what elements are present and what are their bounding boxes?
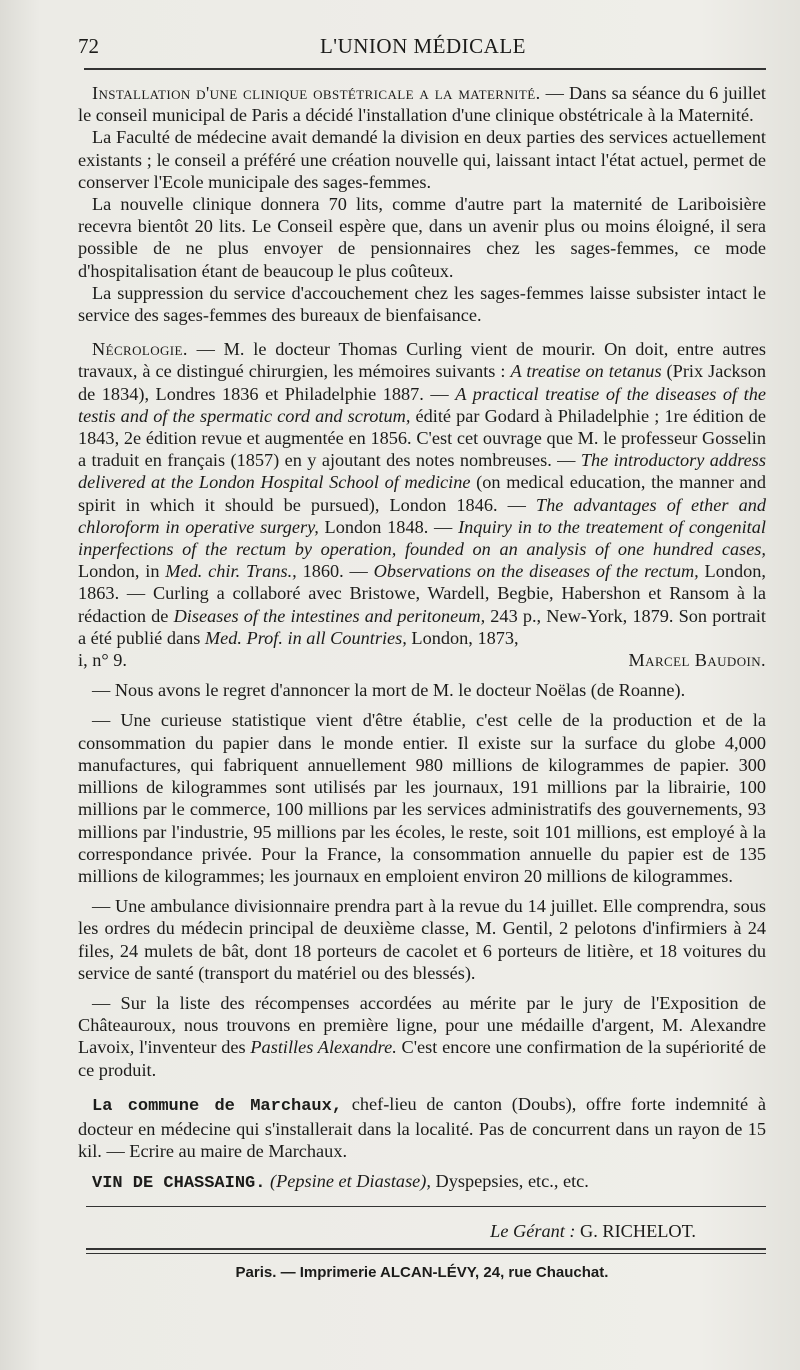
- installation-lead: Installation d'une clinique obstétricale a la maternité. — Dans sa séance du 6 juillet le conseil municipal de Paris a décidé l'installation d'une clinique obstétricale à la Maternité.: [78, 83, 766, 126]
- article-necrologie: [78, 338, 766, 671]
- necrologie-reference: i, n° 9.: [78, 650, 127, 671]
- necrologie-body: Nécrologie. — M. le docteur Thomas Curling vient de mourir. On doit, entre autres travaux, à ce distingué chirurgien, les mémoires suivants : A treatise on tetanus (Prix Jackson de 1834), Londres 1836 et Philadelphie 1887. — A practical treatise of the diseases of the testis and of the spermatic cord and scrotum, édité par Godard à Philadelphie ; 1re édition de 1843, 2e édition revue et augmentée en 1856. C'est cet ouvrage que M. le professeur Gosselin a traduit en français (1857) en y ajoutant des notes nombreuses. — The introductory address delivered at the London Hospital School of medicine (on medical education, the manner and spirit in which it should be pursued), London 1846. — The advantages of ether and chloroform in operative surgery, London 1848. — Inquiry in to the treatement of congenital inperfections of the rectum by operation, founded on an analysis of one hundred cases, London, in Med. chir. Trans., 1860. — Observations on the diseases of the rectum, London, 1863. — Curling a collaboré avec Bristowe, Wardell, Begbie, Habershon et Ransom à la rédaction de Diseases of the intestines and peritoneum, 243 p., New-York, 1879. Son portrait a été publié dans Med. Prof. in all Countries, London, 1873,: [78, 339, 767, 648]
- printer-imprint: Paris. — Imprimerie ALCAN-LÉVY, 24, rue Chauchat.: [235, 1263, 609, 1281]
- page-header: [78, 34, 768, 68]
- recompenses-notice: — Sur la liste des récompenses accordées au mérite par le jury de l'Exposition de Châteauroux, nous trouvons en première ligne, pour une médaille d'argent, M. Alexandre Lavoix, l'inventeur des Pastilles Alexandre. C'est encore une confirmation de la supériorité de ce produit.: [78, 992, 766, 1080]
- installation-title: Installation d'une clinique obstétricale a la maternité.: [92, 83, 541, 103]
- necrologie-signature-line: [78, 649, 766, 671]
- noelas-notice: — Nous avons le regret d'annoncer la mort de M. le docteur Noëlas (de Roanne).: [92, 680, 686, 701]
- page-number: 72: [78, 34, 99, 58]
- article-installation: [78, 82, 766, 326]
- papier-statistique: — Une curieuse statistique vient d'être établie, c'est celle de la production et de la consommation du papier dans le monde entier. Il existe sur la surface du globe 4,000 manufactures, qui fabriquent annuellement 980 millions de kilogrammes de papier. 300 millions de kilogrammes sont utilisés par les journaux, 191 millions par la librairie, 100 millions par le commerce, 100 millions par les services administratifs des gouvernements, 93 millions par l'industrie, 95 millions par les écoles, le reste, soit 101 millions, est employé à la correspondance privée. Pour la France, la consommation annuelle du papier est de 135 millions de kilogrammes; les journaux en emploient environ 20 millions de kilogrammes.: [78, 710, 766, 886]
- signature: Marcel Baudoin.: [628, 650, 766, 671]
- gerant-line: [78, 1221, 766, 1242]
- page-content: [78, 82, 766, 1281]
- installation-paragraph: La nouvelle clinique donnera 70 lits, comme d'autre part la maternité de Lariboisière recevra bientôt 20 lits. Le Conseil espère que, dans un avenir plus ou moins éloigné, il sera possible de ne plus envoyer de pensionnaires chez les sages-femmes, ce mode d'hospitalisation étant de beaucoup le plus coûteux.: [78, 194, 766, 281]
- header-rule: [84, 68, 766, 70]
- marchaux-heading: La commune de Marchaux,: [92, 1096, 343, 1116]
- marchaux-advert: La commune de Marchaux, chef-lieu de canton (Doubs), offre forte indemnité à docteur en médecine qui s'installerait dans la localité. Pas de concurrent dans un rayon de 15 kil. — Ecrire au maire de Marchaux.: [78, 1093, 766, 1162]
- imprint-rule: [86, 1248, 766, 1254]
- running-title: L'UNION MÉDICALE: [319, 34, 526, 58]
- installation-paragraph: La Faculté de médecine avait demandé la division en deux parties des services actuellement existants ; le conseil a préféré une création nouvelle qui, laissant intact l'état actuel, permet de conserver l'Ecole municipale des sages-femmes.: [78, 127, 766, 192]
- chassaing-advert: VIN DE CHASSAING. (Pepsine et Diastase), Dyspepsies, etc., etc.: [92, 1171, 589, 1194]
- installation-paragraph: La suppression du service d'accouchement chez les sages-femmes laisse subsister intact le service des sages-femmes des bureaux de bienfaisance.: [78, 282, 766, 326]
- ambulance-notice: — Une ambulance divisionnaire prendra part à la revue du 14 juillet. Elle comprendra, sous les ordres du médecin principal de deuxième classe, M. Gentil, 2 pelotons d'infirmiers à 24 files, 24 mulets de bât, dont 18 porteurs de cacolet et 6 porteurs de litière, et 18 voitures du service de santé (transport du matériel ou des blessés).: [78, 896, 766, 983]
- chassaing-heading: VIN DE CHASSAING.: [92, 1174, 266, 1194]
- footer-rule: [86, 1206, 766, 1207]
- necrologie-title: Nécrologie.: [92, 339, 188, 360]
- gerant-label: Le Gérant :: [490, 1220, 576, 1241]
- gerant-name: G. RICHELOT.: [575, 1220, 696, 1241]
